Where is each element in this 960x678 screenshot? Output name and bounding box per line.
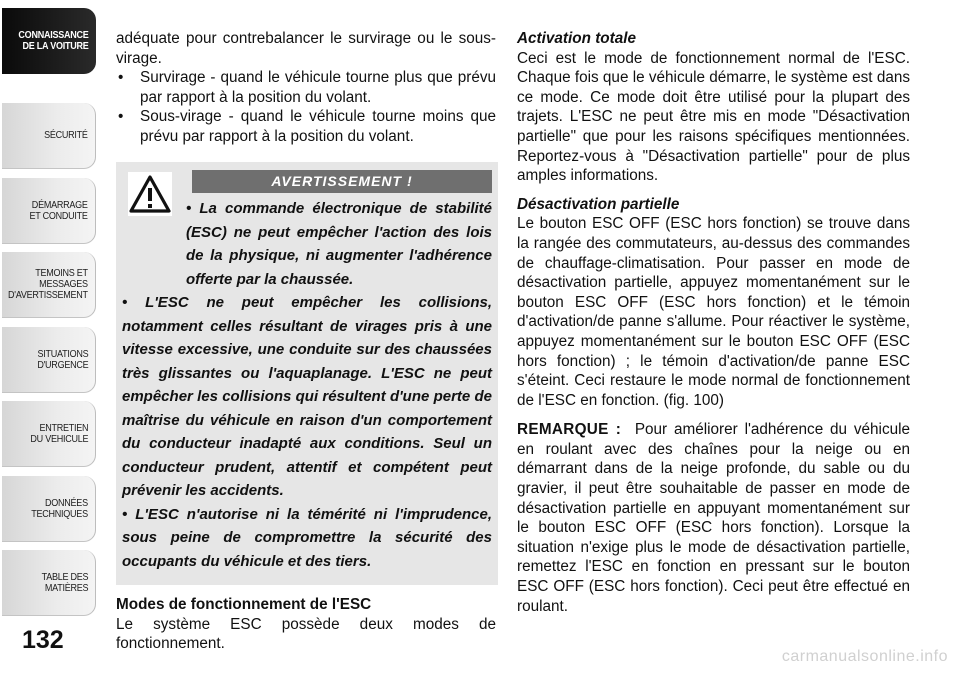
- activation-paragraph: Ceci est le mode de fonctionnement normal de l'ESC. Chaque fois que le véhicule démarre, le système est dans ce mode. Ce mode doit être utilisé pour la plupart des trajets. L'ESC ne peut être mis en mode "Désactivation partielle" que pour les raisons spécifiques mentionnées. Reportez-vous à "Désactivation partielle" pour de plus amples informations.: [517, 49, 910, 185]
- note-label: REMARQUE :: [517, 421, 622, 439]
- partial-paragraph: Le bouton ESC OFF (ESC hors fonction) se trouve dans la rangée des commutateurs, au-dessus des commandes de chauffage-climatisation. Pour passer en mode de désactivation partielle, appuyez momentanément sur le bouton ESC OFF (ESC hors fonction) et le témoin d'activation/de panne s'allume. Pour réactiver le système, appuyez momentanément sur le bouton ESC OFF (ESC hors fonction) ; le témoin d'activation/de panne ESC s'éteint. Ceci restaure le mode normal de fonctionnement de l'ESC en fonction. (fig. 100): [517, 215, 910, 409]
- warning-title: AVERTISSEMENT !: [192, 170, 492, 194]
- tab-label: ENTRETIEN DU VEHICULE: [30, 421, 88, 445]
- section-paragraph: Le système ESC possède deux modes de fonctionnement.: [116, 615, 496, 653]
- warning-body: [122, 197, 492, 573]
- tab-label: CONNAISSANCE DE LA VOITURE: [18, 29, 89, 52]
- tab-demarrage-conduite[interactable]: [2, 178, 96, 244]
- tab-table-matieres[interactable]: [2, 550, 96, 616]
- left-column: [116, 29, 496, 654]
- tab-donnees-techniques[interactable]: [2, 476, 96, 542]
- tab-label: SITUATIONS D'URGENCE: [36, 347, 88, 371]
- bullet-understeer: • Sous-virage - quand le véhicule tourne moins que prévu par rapport à la position du volant.: [116, 107, 496, 146]
- note-paragraph: [517, 420, 910, 616]
- tab-label: TABLE DES MATIÈRES: [41, 570, 88, 594]
- tab-temoins-messages[interactable]: [2, 252, 96, 318]
- warning-item: • L'ESC n'autorise ni la témérité ni l'imprudence, sous peine de compromettre la sécurité des occupants du véhicule et des tiers.: [122, 503, 492, 574]
- warning-item: • La commande électronique de stabilité (ESC) ne peut empêcher l'action des lois de la physique, ni augmenter l'adhérence offerte par la chaussée.: [122, 197, 492, 291]
- tab-label: TEMOINS ET MESSAGES D'AVERTISSEMENT: [8, 267, 88, 301]
- tab-label: DONNÉES TECHNIQUES: [31, 496, 88, 520]
- tab-securite[interactable]: [2, 103, 96, 169]
- warning-item: • L'ESC ne peut empêcher les collisions, notamment celles résultant de virages pris à une vitesse excessive, une conduite sur des chaussées très glissantes ou l'aquaplanage. L'ESC ne peut empêcher les collisions qui résultent d'une perte de maîtrise du véhicule en raison d'un comportement du conducteur inadapté aux conditions. Seul un conducteur prudent, attentif et compétent peut prévenir les accidents.: [122, 291, 492, 503]
- section-heading: Modes de fonctionnement de l'ESC: [116, 596, 372, 614]
- tab-label: SÉCURITÉ: [44, 129, 88, 141]
- right-column: [517, 29, 910, 616]
- page-number: 132: [22, 626, 64, 654]
- activation-heading: Activation totale: [517, 30, 636, 47]
- note-text: Pour améliorer l'adhérence du véhicule en roulant avec des chaînes pour la neige ou en démarrant dans de la neige profonde, du sable ou du gravier, il peut être souhaitable de passer en mode de désactivation partielle en appuyant momentanément sur le bouton ESC OFF (ESC hors fonction). Lorsque la situation n'exige plus le mode de désactivation partielle, remettez l'ESC en fonction en pressant sur le bouton ESC OFF (ESC hors fonction). Ceci peut être effectué en roulant.: [517, 421, 911, 615]
- steering-bullets: [116, 68, 496, 146]
- warning-triangle-icon: [128, 172, 172, 216]
- bullet-oversteer: • Survirage - quand le véhicule tourne plus que prévu par rapport à la position du volant.: [116, 68, 496, 107]
- tab-situations-urgence[interactable]: [2, 327, 96, 393]
- tab-label: DÉMARRAGE ET CONDUITE: [29, 198, 88, 222]
- tab-connaissance-voiture[interactable]: [2, 8, 96, 74]
- tab-entretien-vehicule[interactable]: [2, 401, 96, 467]
- warning-box: [116, 162, 498, 586]
- partial-heading: Désactivation partielle: [517, 195, 680, 213]
- intro-paragraph: adéquate pour contrebalancer le survirage ou le sous-virage.: [116, 30, 496, 67]
- watermark: carmanualsonline.info: [781, 648, 948, 665]
